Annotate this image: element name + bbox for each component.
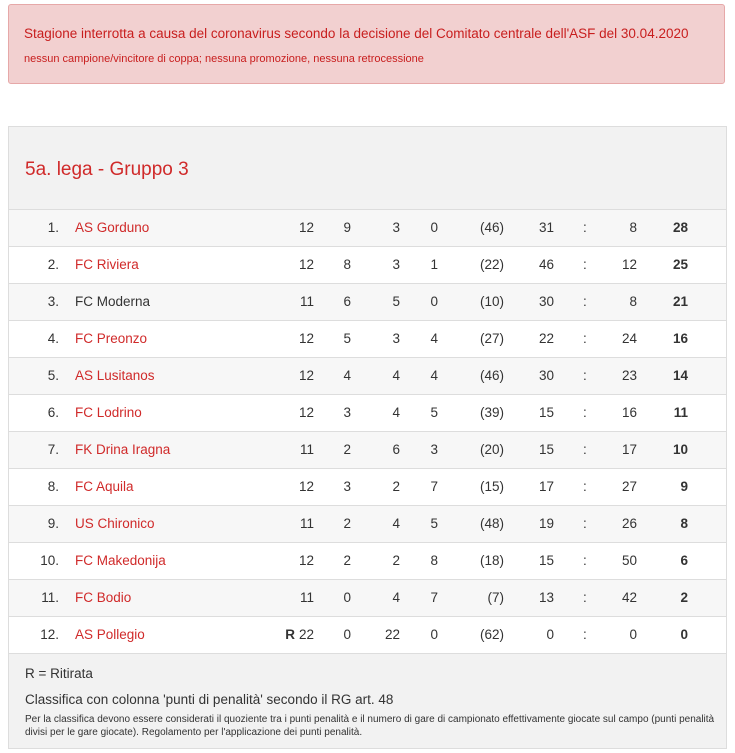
goals-for-cell: 19 <box>538 516 554 531</box>
draws-cell: 3 <box>392 331 400 346</box>
table-row <box>9 321 726 358</box>
draws-cell: 22 <box>384 627 400 642</box>
rank-cell: 7. <box>47 442 59 457</box>
team-link[interactable]: US Chironico <box>75 516 155 531</box>
team-link[interactable]: FC Makedonija <box>75 553 166 568</box>
draws-cell: 4 <box>392 368 400 383</box>
rank-cell: 3. <box>47 294 59 309</box>
draws-cell: 3 <box>392 257 400 272</box>
team-link[interactable]: FC Riviera <box>75 257 139 272</box>
games-played-cell: 11 <box>299 516 314 531</box>
wins-cell: 0 <box>343 627 351 642</box>
table-row <box>9 580 726 617</box>
penalty-points-cell: (7) <box>487 590 504 605</box>
rank-cell: 10. <box>40 553 59 568</box>
alert-details: nessun campione/vincitore di coppa; nessuna promozione, nessuna retrocessione <box>24 53 424 65</box>
penalty-points-cell: (46) <box>479 368 504 383</box>
table-row <box>9 247 726 284</box>
alert-message: Stagione interrotta a causa del coronavirus secondo la decisione del Comitato centrale dell'ASF del 30.04.2020 <box>24 26 689 41</box>
table-row <box>9 543 726 580</box>
wins-cell: 2 <box>343 553 351 568</box>
standings-footer <box>25 665 715 739</box>
goals-separator: : <box>583 405 587 420</box>
wins-cell: 3 <box>343 405 351 420</box>
games-played-cell <box>285 617 314 653</box>
draws-cell: 3 <box>392 220 400 235</box>
losses-cell: 8 <box>430 553 438 568</box>
draws-cell: 4 <box>392 405 400 420</box>
wins-cell: 8 <box>343 257 351 272</box>
penalty-points-cell: (20) <box>479 442 504 457</box>
goals-against-cell: 42 <box>621 590 637 605</box>
goals-against-cell: 8 <box>629 294 637 309</box>
goals-separator: : <box>583 590 587 605</box>
losses-cell: 7 <box>430 590 438 605</box>
team-link[interactable]: AS Gorduno <box>75 220 150 235</box>
games-played-cell: 11 <box>299 294 314 309</box>
rank-cell: 5. <box>47 368 59 383</box>
wins-cell: 3 <box>343 479 351 494</box>
games-played-cell: 12 <box>298 257 314 272</box>
penalty-points-cell: (10) <box>479 294 504 309</box>
goals-for-cell: 15 <box>538 405 554 420</box>
points-cell: 25 <box>672 257 688 272</box>
points-cell: 14 <box>672 368 688 383</box>
goals-separator: : <box>583 331 587 346</box>
goals-for-cell: 22 <box>538 331 554 346</box>
losses-cell: 3 <box>430 442 438 457</box>
wins-cell: 5 <box>343 331 351 346</box>
penalty-points-cell: (22) <box>479 257 504 272</box>
rank-cell: 11. <box>41 590 59 605</box>
rank-cell: 8. <box>47 479 59 494</box>
wins-cell: 4 <box>343 368 351 383</box>
losses-cell: 5 <box>430 516 438 531</box>
goals-separator: : <box>583 442 587 457</box>
table-row <box>9 395 726 432</box>
goals-for-cell: 15 <box>538 553 554 568</box>
points-cell: 21 <box>672 294 688 309</box>
goals-separator: : <box>583 257 587 272</box>
losses-cell: 0 <box>430 294 438 309</box>
points-cell: 8 <box>680 516 688 531</box>
team-link[interactable]: AS Lusitanos <box>75 368 155 383</box>
games-played-cell: 12 <box>298 405 314 420</box>
standings-panel <box>8 126 727 749</box>
goals-separator: : <box>583 627 587 642</box>
rank-cell: 12. <box>40 627 59 642</box>
goals-for-cell: 15 <box>538 442 554 457</box>
penalty-points-cell: (48) <box>479 516 504 531</box>
table-row <box>9 358 726 395</box>
wins-cell: 9 <box>343 220 351 235</box>
goals-against-cell: 0 <box>629 627 637 642</box>
draws-cell: 4 <box>392 516 400 531</box>
goals-for-cell: 30 <box>538 368 554 383</box>
wins-cell: 6 <box>343 294 351 309</box>
goals-for-cell: 31 <box>538 220 554 235</box>
games-played-cell: 12 <box>298 331 314 346</box>
standings-table <box>9 209 726 654</box>
table-row <box>9 210 726 247</box>
goals-against-cell: 12 <box>621 257 637 272</box>
wins-cell: 2 <box>343 442 351 457</box>
penalty-points-cell: (46) <box>479 220 504 235</box>
draws-cell: 5 <box>392 294 400 309</box>
goals-separator: : <box>583 516 587 531</box>
points-cell: 28 <box>672 220 688 235</box>
goals-for-cell: 46 <box>538 257 554 272</box>
losses-cell: 1 <box>430 257 438 272</box>
games-played-cell: 12 <box>298 553 314 568</box>
points-cell: 16 <box>672 331 688 346</box>
draws-cell: 4 <box>392 590 400 605</box>
points-cell: 2 <box>680 590 688 605</box>
losses-cell: 5 <box>430 405 438 420</box>
penalty-points-cell: (15) <box>479 479 504 494</box>
rank-cell: 4. <box>47 331 59 346</box>
wins-cell: 0 <box>343 590 351 605</box>
games-played-cell: 12 <box>298 368 314 383</box>
losses-cell: 7 <box>430 479 438 494</box>
team-link[interactable]: FC Bodio <box>75 590 132 605</box>
goals-against-cell: 50 <box>621 553 637 568</box>
penalty-points-note: Per la classifica devono essere considerati il quoziente tra i punti penalità e il numero di gare di campionato effettivamente giocate sul campo (punti penalità divisi per le gare giocate). Regolamento per l'applicazione dei punti penalità. <box>25 714 715 738</box>
goals-against-cell: 16 <box>621 405 637 420</box>
goals-against-cell: 27 <box>621 479 637 494</box>
team-link[interactable]: FC Preonzo <box>75 331 148 346</box>
team-link: FC Moderna <box>75 294 151 309</box>
penalty-points-cell: (27) <box>479 331 504 346</box>
penalty-points-cell: (62) <box>479 627 504 642</box>
table-row <box>9 284 726 321</box>
team-link[interactable]: AS Pollegio <box>75 627 145 642</box>
penalty-points-cell: (39) <box>479 405 504 420</box>
goals-against-cell: 8 <box>629 220 637 235</box>
goals-for-cell: 0 <box>546 627 554 642</box>
draws-cell: 2 <box>392 553 400 568</box>
goals-separator: : <box>583 294 587 309</box>
points-cell: 6 <box>680 553 688 568</box>
losses-cell: 4 <box>430 368 438 383</box>
goals-separator: : <box>583 553 587 568</box>
penalty-points-cell: (18) <box>479 553 504 568</box>
rank-cell: 2. <box>47 257 59 272</box>
wins-cell: 2 <box>343 516 351 531</box>
points-cell: 10 <box>672 442 688 457</box>
goals-separator: : <box>583 479 587 494</box>
withdrawn-flag: R <box>285 627 295 642</box>
goals-against-cell: 23 <box>621 368 637 383</box>
group-title: 5a. lega - Gruppo 3 <box>25 159 189 180</box>
season-interrupted-alert <box>8 4 725 84</box>
draws-cell: 6 <box>392 442 400 457</box>
goals-separator: : <box>583 220 587 235</box>
goals-against-cell: 17 <box>621 442 637 457</box>
classification-note: Classifica con colonna 'punti di penalità' secondo il RG art. 48 <box>25 692 394 707</box>
losses-cell: 4 <box>430 331 438 346</box>
rank-cell: 6. <box>47 405 59 420</box>
goals-for-cell: 13 <box>538 590 554 605</box>
table-row <box>9 506 726 543</box>
goals-for-cell: 17 <box>538 479 554 494</box>
goals-separator: : <box>583 368 587 383</box>
legend-withdrawn: R = Ritirata <box>25 666 93 681</box>
losses-cell: 0 <box>430 220 438 235</box>
goals-for-cell: 30 <box>538 294 554 309</box>
games-played-cell: 11 <box>299 442 314 457</box>
points-cell: 0 <box>680 627 688 642</box>
goals-against-cell: 24 <box>621 331 637 346</box>
draws-cell: 2 <box>392 479 400 494</box>
team-link[interactable]: FC Aquila <box>75 479 134 494</box>
games-played-cell: 12 <box>298 220 314 235</box>
losses-cell: 0 <box>430 627 438 642</box>
table-row <box>9 469 726 506</box>
points-cell: 11 <box>673 405 688 420</box>
table-row <box>9 617 726 654</box>
team-link[interactable]: FK Drina Iragna <box>75 442 171 457</box>
rank-cell: 1. <box>47 220 59 235</box>
games-played-value: 22 <box>298 627 314 642</box>
games-played-cell: 11 <box>299 590 314 605</box>
points-cell: 9 <box>680 479 688 494</box>
table-row <box>9 432 726 469</box>
goals-against-cell: 26 <box>621 516 637 531</box>
games-played-cell: 12 <box>298 479 314 494</box>
rank-cell: 9. <box>47 516 59 531</box>
team-link[interactable]: FC Lodrino <box>75 405 142 420</box>
